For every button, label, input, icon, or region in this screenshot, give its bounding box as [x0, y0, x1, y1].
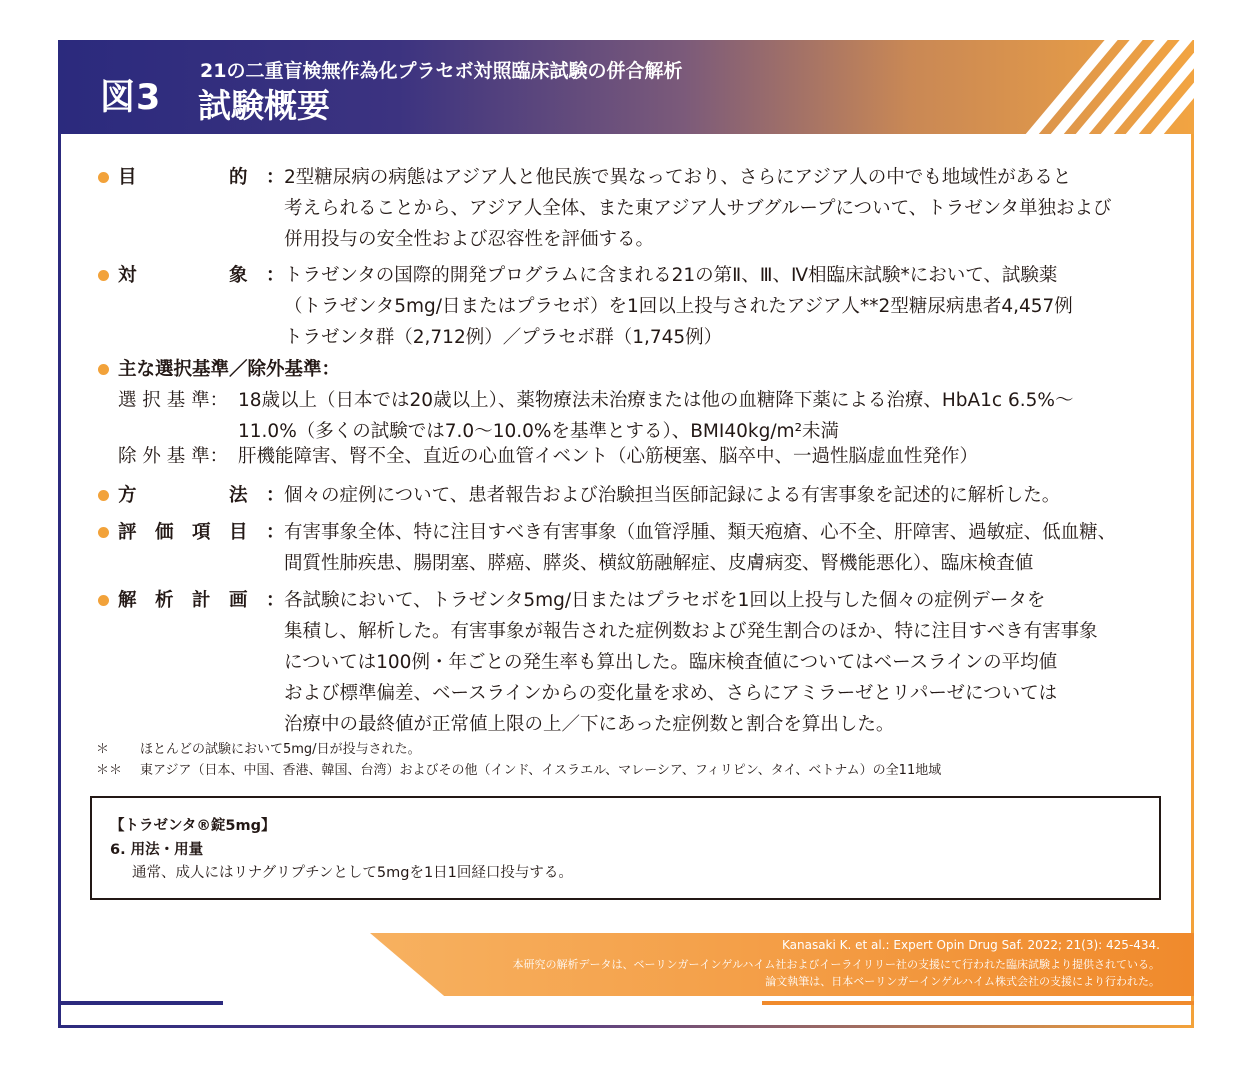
- footnote-mark: ＊＊: [96, 763, 123, 778]
- purpose-text: [284, 162, 1112, 255]
- inclusion-label: 選 択 基 準：: [118, 390, 229, 411]
- method-text: 個々の症例について、患者報告および治験担当医師記録による有害事象を記述的に解析した。: [284, 485, 1061, 506]
- label-colon: ：: [266, 590, 285, 611]
- purpose-label: 目 的: [118, 167, 248, 188]
- footnote-text: ほとんどの試験において5mg/日が投与された。: [140, 742, 421, 757]
- dosage-box-heading: 6. 用法・用量: [110, 842, 204, 858]
- text-line: 各試験において、トラゼンタ5mg/日またはプラセボを1回以上投与した個々の症例データを: [284, 590, 1046, 611]
- text-line: トラゼンタの国際的開発プログラムに含まれる21の第Ⅱ、Ⅲ、Ⅳ相臨床試験*において、試験薬: [284, 265, 1058, 286]
- bullet-icon: [98, 490, 109, 501]
- label-colon: ：: [266, 522, 285, 543]
- endpoints-label: 評 価 項 目: [118, 522, 248, 543]
- text-line: 11.0%（多くの試験では7.0～10.0%を基準とする）、BMI40kg/m²未満: [238, 421, 839, 442]
- dosage-box: [90, 796, 1161, 900]
- inclusion-text: [238, 385, 1073, 447]
- bullet-icon: [98, 595, 109, 606]
- method-label: 方 法: [118, 485, 248, 506]
- decorative-stripes: [1000, 40, 1194, 134]
- text-line: 18歳以上（日本では20歳以上）、薬物療法未治療または他の血糖降下薬による治療、HbA1c 6.5%～: [238, 390, 1074, 411]
- bullet-icon: [98, 172, 109, 183]
- criteria-label: 主な選択基準／除外基準：: [118, 359, 341, 380]
- exclusion-label: 除 外 基 準：: [118, 446, 229, 467]
- exclusion-text: 肝機能障害、腎不全、直近の心血管イベント（心筋梗塞、脳卒中、一過性脳虚血性発作）: [238, 446, 979, 467]
- label-colon: ：: [266, 265, 285, 286]
- figure-number: 図3: [100, 78, 162, 118]
- subjects-text: [284, 260, 1073, 353]
- citation-reference: Kanasaki K. et al.: Expert Opin Drug Saf. 2022; 21(3): 425-434.: [781, 938, 1160, 952]
- bullet-icon: [98, 270, 109, 281]
- text-line: 併用投与の安全性および忍容性を評価する。: [284, 229, 655, 250]
- text-line: については100例・年ごとの発生率も算出した。臨床検査値についてはベースラインの平均値: [284, 652, 1058, 673]
- text-line: 2型糖尿病の病態はアジア人と他民族で異なっており、さらにアジア人の中でも地域性があると: [284, 167, 1072, 188]
- text-line: 考えられることから、アジア人全体、また東アジア人サブグループについて、トラゼンタ単独および: [284, 198, 1112, 219]
- text-line: および標準偏差、ベースラインからの変化量を求め、さらにアミラーゼとリパーゼについては: [284, 683, 1058, 704]
- text-line: 治療中の最終値が正常値上限の上／下にあった症例数と割合を算出した。: [284, 714, 895, 735]
- analysis-text: [284, 585, 1098, 740]
- citation-line: 本研究の解析データは、ベーリンガーインゲルハイム社およびイーライリリー社の支援にて行われた臨床試験より提供されている。: [512, 958, 1160, 971]
- label-colon: ：: [266, 167, 285, 188]
- dosage-box-text: 通常、成人にはリナグリプチンとして5mgを1日1回経口投与する。: [132, 865, 573, 881]
- text-line: 集積し、解析した。有害事象が報告された症例数および発生割合のほか、特に注目すべき有害事象: [284, 621, 1098, 642]
- footnote-mark: ＊: [96, 742, 110, 757]
- page-title: 試験概要: [198, 86, 330, 125]
- bottom-accent-bar: [58, 1001, 223, 1005]
- subjects-label: 対 象: [118, 265, 248, 286]
- footnote-text: 東アジア（日本、中国、香港、韓国、台湾）およびその他（インド、イスラエル、マレーシア、フィリピン、タイ、ベトナム）の全11地域: [140, 763, 942, 778]
- bullet-icon: [98, 527, 109, 538]
- text-line: 間質性肺疾患、腸閉塞、膵癌、膵炎、横紋筋融解症、皮膚病変、腎機能悪化）、臨床検査値: [284, 553, 1034, 574]
- bullet-icon: [98, 364, 109, 375]
- citation-line: 論文執筆は、日本ベーリンガーインゲルハイム株式会社の支援により行われた。: [765, 975, 1160, 988]
- text-line: 有害事象全体、特に注目すべき有害事象（血管浮腫、類天疱瘡、心不全、肝障害、過敏症、低血糖、: [284, 522, 1117, 543]
- text-line: トラゼンタ群（2,712例）／プラセボ群（1,745例）: [284, 327, 723, 348]
- figure-subtitle: 21の二重盲検無作為化プラセボ対照臨床試験の併合解析: [200, 60, 683, 82]
- analysis-label: 解 析 計 画: [118, 590, 248, 611]
- bottom-accent-bar: [762, 1001, 1194, 1005]
- text-line: （トラゼンタ5mg/日またはプラセボ）を1回以上投与されたアジア人**2型糖尿病患者4,457例: [284, 296, 1073, 317]
- dosage-box-title: 【トラゼンタ®錠5mg】: [110, 818, 276, 834]
- label-colon: ：: [266, 485, 285, 506]
- endpoints-text: [284, 517, 1116, 579]
